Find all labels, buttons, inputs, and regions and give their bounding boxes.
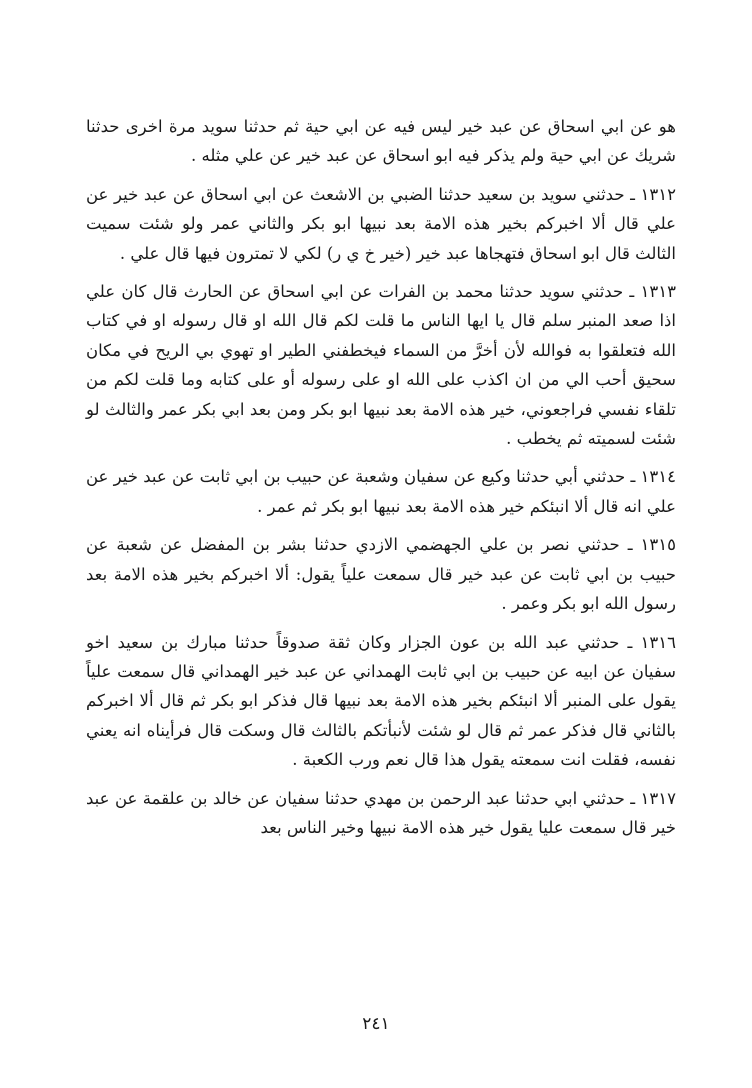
hadith-1317: ١٣١٧ ـ حدثني ابي حدثنا عبد الرحمن بن مهدي حدثنا سفيان عن خالد بن علقمة عن عبد خير قال سمعت عليا يقول خير هذه الامة نبيها وخير الناس بعد: [86, 788, 676, 837]
page-body: [86, 112, 676, 851]
hadith-1313: ١٣١٣ ـ حدثني سويد حدثنا محمد بن الفرات عن ابي اسحاق عن الحارث قال كان علي اذا صعد المنبر سلم قال يا ايها الناس ما قلت لكم قال الله او قال رسوله او في كتاب الله فتعلقوا به فوالله لأن أخرَّ من السماء فيخطفني الطير او تهوي بي الريح في مكان سحيق أحب الي من ان اكذب على الله او على رسوله أو على كتابه وما قلت لكم من تلقاء نفسي فراجعوني، خير هذه الامة بعد نبيها ابو بكر ومن بعد ابي بكر عمر والثالث لو شئت لسميته ثم يخطب .: [86, 282, 676, 449]
hadith-1312: ١٣١٢ ـ حدثني سويد بن سعيد حدثنا الضبي بن الاشعث عن ابي اسحاق عن عبد خير عن علي قال ألا اخبركم بخير هذه الامة بعد نبيها ابو بكر والثاني عمر ولو شئت سميت الثالث قال ابو اسحاق فتهجاها عبد خير (خير خ ي ر) لكي لا تمترون فيها قال علي .: [86, 184, 676, 263]
hadith-1314: ١٣١٤ ـ حدثني أبي حدثنا وكيع عن سفيان وشعبة عن حبيب بن ابي ثابت عن عبد خير عن علي انه قال ألا انبئكم خير هذه الامة بعد نبيها ابو بكر ثم عمر .: [86, 467, 676, 516]
paragraph-continuation: هو عن ابي اسحاق عن عبد خير ليس فيه عن ابي حية ثم حدثنا سويد مرة اخرى حدثنا شريك عن ابي حية ولم يذكر فيه ابو اسحاق عن عبد خير عن علي مثله .: [86, 117, 676, 166]
page-number: ٢٤١: [362, 1014, 390, 1034]
hadith-1316: ١٣١٦ ـ حدثني عبد الله بن عون الجزار وكان ثقة صدوقاً حدثنا مبارك بن سعيد اخو سفيان عن ابيه عن حبيب بن ابي ثابت الهمداني عن عبد خير الهمداني قال سمعت علياً يقول على المنبر ألا انبئكم بخير هذه الامة بعد نبيها قال فذكر ابو بكر ثم قال ألا اخبركم بالثاني قال فذكر عمر ثم قال لو شئت لأنبأتكم بالثالث قال وسكت قال فرأيناه انه يعني نفسه، فقلت انت سمعته يقول هذا قال نعم ورب الكعبة .: [86, 632, 676, 770]
hadith-1315: ١٣١٥ ـ حدثني نصر بن علي الجهضمي الازدي حدثنا بشر بن المفضل عن شعبة عن حبيب بن ابي ثابت عن عبد خير قال سمعت علياً يقول: ألا اخبركم بخير هذه الامة بعد رسول الله ابو بكر وعمر .: [86, 535, 676, 614]
